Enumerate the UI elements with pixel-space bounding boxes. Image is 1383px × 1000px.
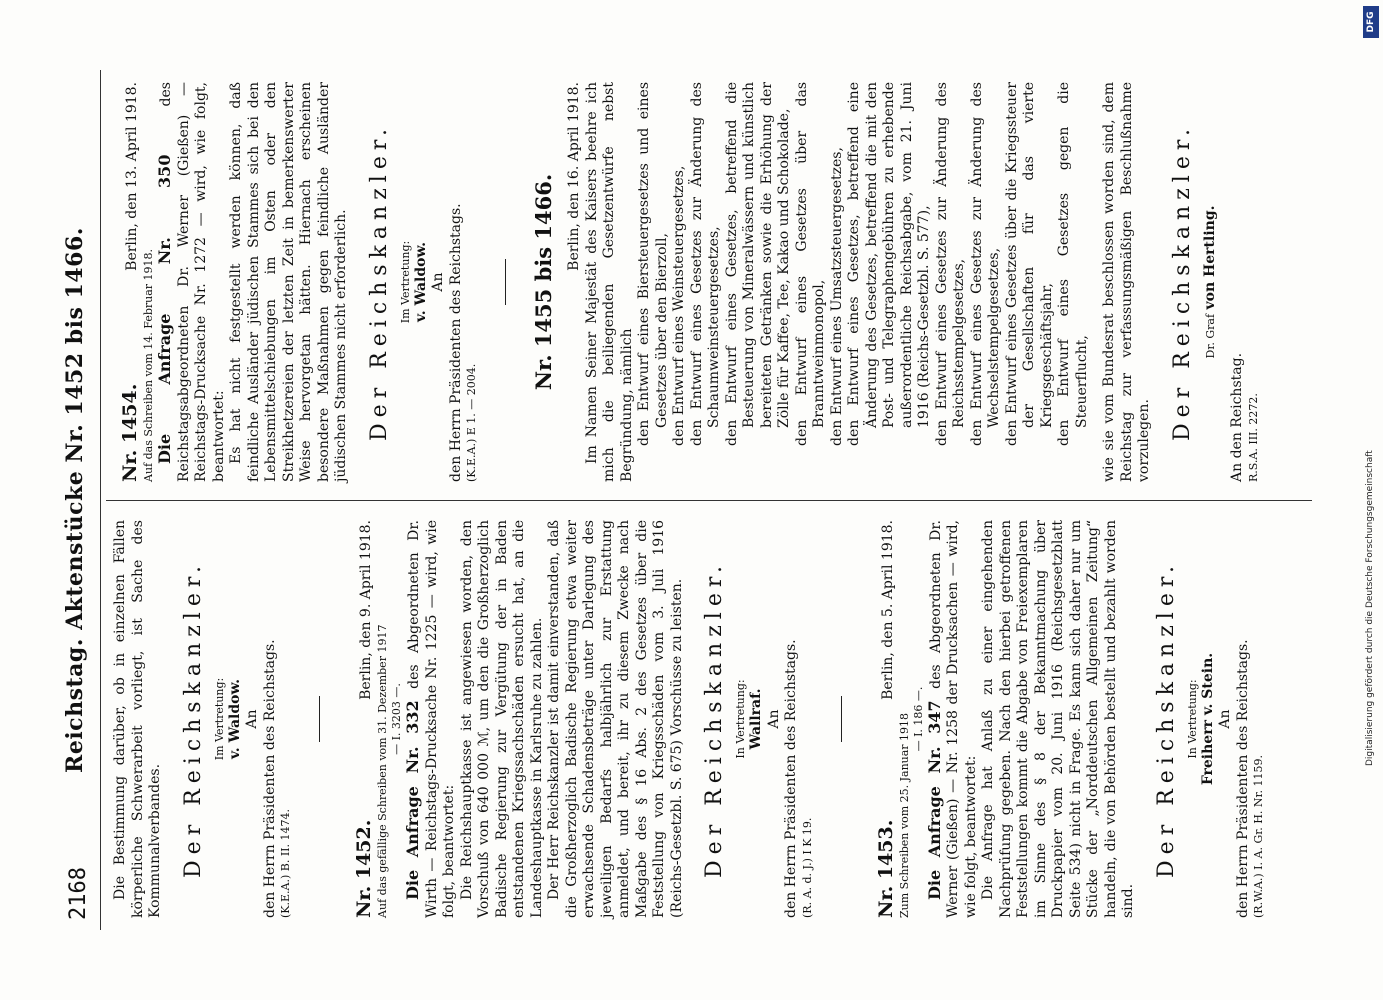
- letter-reference-number: — I. 3203 —.: [390, 683, 403, 755]
- paragraph: Die Bestimmung darüber, ob in einzelnen Fällen körperliche Schwerarbeit vorliegt, ist Sache des Kommunalverbandes.: [112, 520, 163, 918]
- document-number: Nr. 1453.: [874, 819, 897, 918]
- page-title: Reichstag. Aktenstücke Nr. 1452 bis 1466.: [62, 227, 88, 773]
- addressee-an: An: [244, 709, 260, 729]
- document-number: Nr. 1455 bis 1466.: [531, 173, 556, 391]
- digitization-sidebar: [1363, 6, 1379, 986]
- document-heading: [112, 82, 142, 482]
- letter-reference: Zum Schreiben vom 25. Januar 1918: [897, 712, 911, 918]
- list-item: den Entwurf eines Gesetzes, betreffend die Besteuerung von Mineralwässern und künstlich bereiteten Getränken sowie die Erhöhung der Zölle für Kaffee, Tee, Kakao und Schokolade,: [723, 82, 792, 446]
- signature-vertretung: In Vertretung:: [1185, 679, 1199, 759]
- document-number: Nr. 1452.: [353, 819, 375, 918]
- document-heading: [346, 520, 376, 918]
- paragraph: Die Anfrage hat Anlaß zu einer eingehenden Nachprüfung gegeben. Nach den hierbei getroffenen Feststellungen kommt die Abgabe von Freiexemplaren im Sinne des § 8 der Bekanntmachung über Druckpapier vom 20. Juni 1916 (Reichsgesetzblatt Seite 534) nicht in Frage. Es kann sich daher nur um Stücke der „Norddeutschen Allgemeinen Zeitung“ handeln, die von Behörden bestellt und bezahlt worden sind.: [980, 520, 1136, 918]
- letter-reference: Auf das gefällige Schreiben vom 31. Dezember 1917: [376, 624, 389, 918]
- document-date: Berlin, den 16. April 1918.: [566, 82, 582, 271]
- letter-reference-number: — I. 186 —.: [911, 686, 925, 752]
- list-item: den Entwurf eines Gesetzes über die Kriegssteuer der Gesellschaften für das vierte Kriegsgeschäftsjahr,: [1003, 82, 1055, 446]
- signature-vertretung: In Vertretung:: [734, 679, 747, 759]
- reference-code: (R.W.A.) I. A. Gr. H. Nr. 1159.: [1252, 754, 1265, 918]
- list-item: den Entwurf eines Gesetzes zur Änderung des Reichsstempelgesetzes,: [933, 82, 967, 446]
- separator-rule: [319, 696, 320, 742]
- addressee: den Herrn Präsidenten des Reichstags.: [261, 639, 278, 918]
- signature-prefix: Dr. Graf: [1203, 313, 1217, 359]
- addressee-an: An: [430, 272, 446, 292]
- addressee-an: An: [1217, 709, 1233, 729]
- document-heading: [868, 520, 898, 918]
- signature-name: von Hertling.: [1201, 205, 1218, 310]
- signature-title: Der Reichskanzler.: [1169, 123, 1195, 441]
- signature-title: Der Reichskanzler.: [366, 123, 392, 441]
- paragraph: Es hat nicht festgestellt werden können, daß feindliche Ausländer jüdischen Stammes sich bei den Lebensmittelschiebungen im Osten oder den Streikhetzereien der letzten Zeit in bemerkenswerter Weise hervorgetan hätten. Hiernach erscheinen besondere Maßnahmen gegen feindliche Ausländer jüdischen Stammes nicht erforderlich.: [228, 82, 349, 482]
- column-right: [112, 82, 1261, 482]
- signature-vertretung: Im Vertretung:: [398, 240, 412, 324]
- column-divider: [106, 500, 1312, 501]
- paragraph: wie sie vom Bundesrat beschlossen worden sind, dem Reichstag zur verfassungsmäßigen Beschlußnahme vorzulegen.: [1101, 82, 1152, 482]
- bill-list: [636, 82, 1091, 482]
- addressee: den Herrn Präsidenten des Reichstags.: [783, 639, 799, 918]
- addressee: den Herrn Präsidenten des Reichstags.: [1234, 639, 1251, 918]
- reference-code: (K.E.A.) E 1. — 2004.: [465, 363, 478, 482]
- document-date: Berlin, den 13. April 1918.: [124, 82, 140, 271]
- paragraph: Im Namen Seiner Majestät des Kaisers beehre ich mich die beiliegenden Gesetzentwürfe nebst Begründung, nämlich: [583, 82, 635, 482]
- anfrage-text: des Abgeordneten Dr. Werner (Gießen) — Nr. 1258 der Drucksachen — wird, wie folgt, beantwortet:: [927, 519, 979, 918]
- list-item: den Entwurf eines Gesetzes zur Änderung des Wechselstempelgesetzes,: [968, 82, 1002, 446]
- list-item: den Entwurf eines Umsatzsteuergesetzes,: [828, 147, 845, 446]
- anfrage-number: Die Anfrage Nr. 350: [155, 154, 174, 464]
- reference-code: (K.E.A.) B. II. 1474.: [279, 808, 292, 918]
- list-item: den Entwurf eines Gesetzes, betreffend eine Änderung des Gesetzes, betreffend die mit den Post- und Telegraphengebühren zu erhebende außerordentliche Reichsabgabe, vom 21. Juni 1916 (Reichs-Gesetzbl. S. 577),: [846, 82, 932, 446]
- signature-name: v. Waldow.: [226, 679, 243, 760]
- document-date: Berlin, den 5. April 1918.: [879, 520, 896, 700]
- addressee: An den Reichstag.: [1229, 352, 1245, 482]
- addressee-an: An: [765, 709, 782, 729]
- reference-code: (R. A. d. J.) I K 19.: [800, 817, 814, 918]
- signature-vertretung: Im Vertretung:: [212, 677, 226, 761]
- anfrage-number: Die Anfrage Nr. 332: [403, 700, 422, 900]
- signature-name: v. Waldow.: [412, 242, 429, 323]
- list-item: den Entwurf eines Biersteuergesetzes und eines Gesetzes über den Bierzoll,: [636, 82, 670, 446]
- separator-rule: [841, 696, 842, 742]
- anfrage-text: des Reichstagsabgeordneten Dr. Werner (Gießen) — Reichstags-Drucksache Nr. 1272 — wird, wie folgt, beantwortet:: [158, 82, 227, 482]
- page-number: 2168: [66, 867, 91, 920]
- addressee: den Herrn Präsidenten des Reichstags.: [447, 203, 464, 482]
- digitization-note: Digitalisierung gefördert durch die Deutsche Forschungsgemeinschaft: [1365, 450, 1375, 766]
- list-item: den Entwurf eines Gesetzes über das Branntweinmonopol,: [793, 82, 827, 446]
- paragraph: Die Reichshauptkasse ist angewiesen worden, den Vorschuß von 640 000 ℳ, um den die Großherzoglich Badische Regierung zur Vergütung der in Baden entstandenen Kriegssachschäden ersucht hat, an die Landeshauptkasse in Karlsruhe zu zahlen.: [458, 520, 545, 918]
- signature-name: Wallraf.: [748, 688, 764, 750]
- paragraph: Der Herr Reichskanzler ist damit einverstanden, daß die Großherzoglich Badische Regierung etwa weiter erwachsende Schadensbeträge unter Darlegung des jeweiligen Bedarfs halbjährlich zur Erstattung anmeldet, und bereit, ihr zu diesem Zwecke nach Maßgabe des § 16 Abs. 2 des Gesetzes über die Feststellung von Kriegsschäden vom 3. Juli 1916 (Reichs-Gesetzbl. S. 675) Vorschüsse zu leisten.: [546, 520, 685, 918]
- signature-name: Freiherr v. Stein.: [1199, 652, 1216, 786]
- document-number: Nr. 1454.: [119, 383, 141, 482]
- list-item: den Entwurf eines Gesetzes gegen die Steuerflucht,: [1056, 82, 1090, 446]
- signature-title: Der Reichskanzler.: [702, 560, 727, 878]
- dfg-logo-icon: DFG: [1363, 6, 1379, 38]
- letter-reference: Auf das Schreiben vom 14. Februar 1918.: [142, 248, 155, 482]
- anfrage-text: des Abgeordneten Dr. Wirth — Reichstags-Drucksache Nr. 1225 — wird, wie folgt, beantwortet:: [406, 519, 457, 918]
- anfrage-number: Die Anfrage Nr. 347: [924, 700, 944, 900]
- reference-code: R.S.A. III. 2272.: [1246, 393, 1260, 482]
- document-date: Berlin, den 9. April 1918.: [358, 520, 374, 700]
- separator-rule: [505, 259, 506, 305]
- signature-title: Der Reichskanzler.: [180, 560, 206, 878]
- column-left: [112, 520, 1266, 918]
- list-item: den Entwurf eines Weinsteuergesetzes,: [671, 165, 687, 446]
- signature-title: Der Reichskanzler.: [1153, 560, 1179, 878]
- header-rule: [100, 70, 101, 930]
- list-item: den Entwurf eines Gesetzes zur Änderung des Schaumweinsteuergesetzes,: [688, 82, 722, 446]
